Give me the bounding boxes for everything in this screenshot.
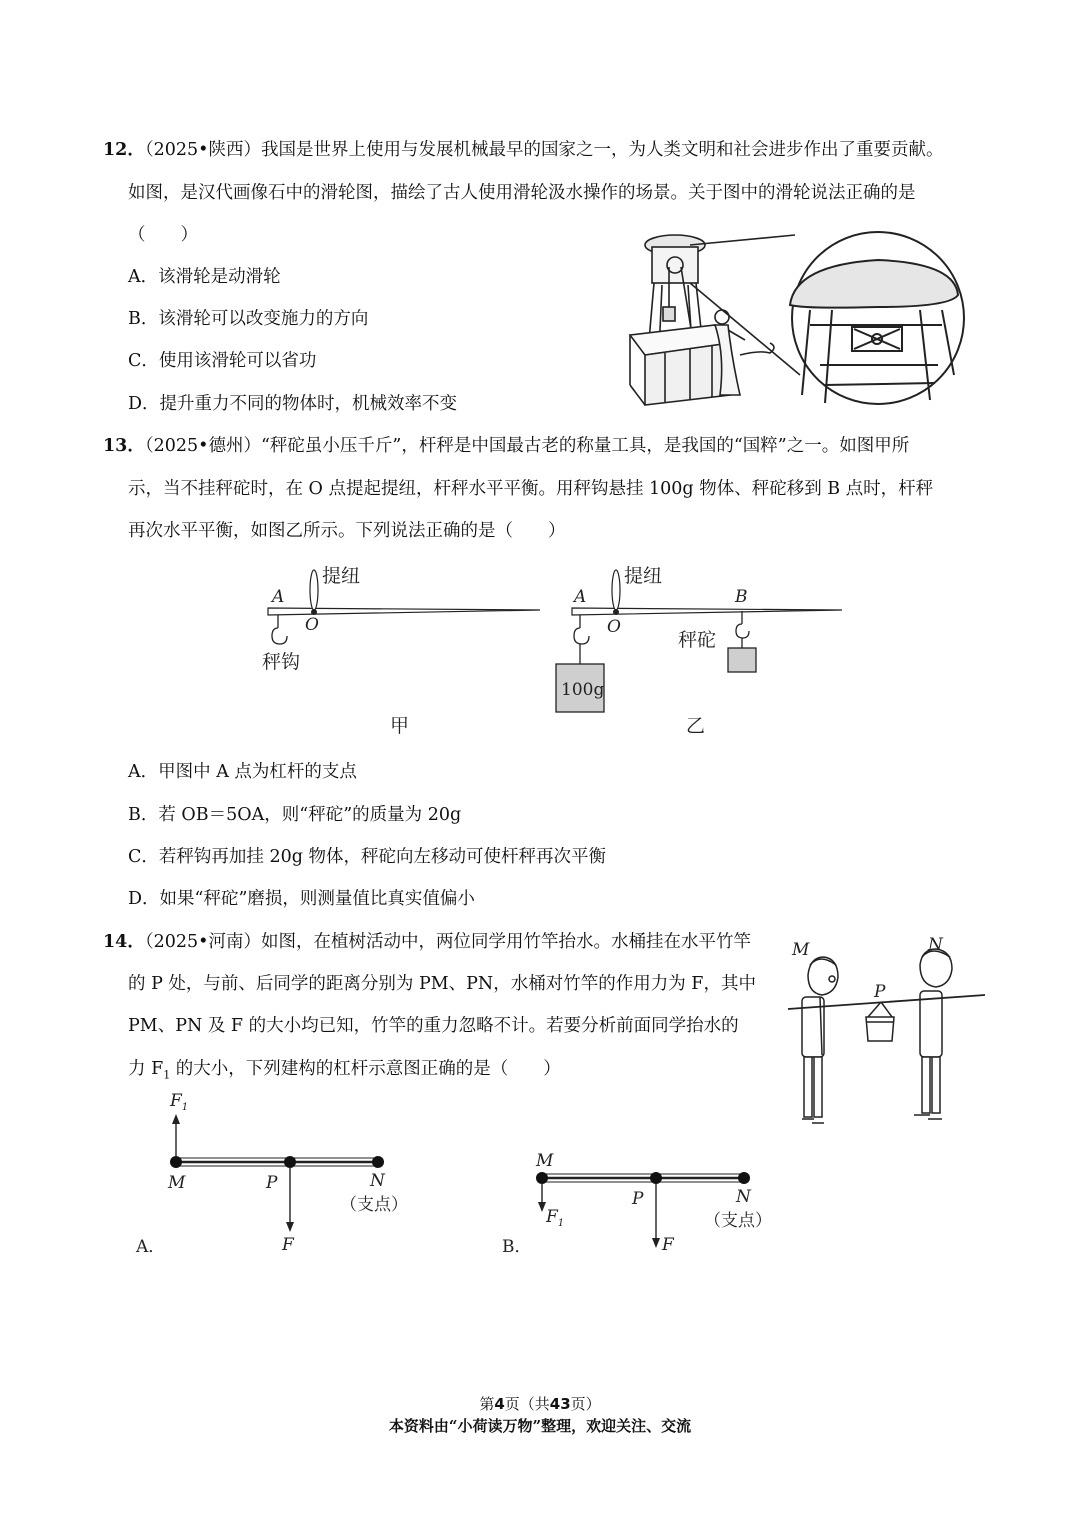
diagram-a-f-label: F (282, 1235, 294, 1255)
yi-caption: 乙 (686, 715, 706, 737)
diagram-a-n-label: N (370, 1171, 385, 1191)
jia-rod (268, 608, 540, 615)
q13-option-a[interactable]: A．甲图中 A 点为杠杆的支点 (128, 762, 357, 782)
student-label-m: M (792, 940, 810, 960)
q14-line3: PM、PN 及 F 的大小均已知，竹竿的重力忽略不计。若要分析前面同学抬水的 (128, 1016, 739, 1036)
yi-tuo-hook (736, 611, 749, 638)
yi-hook (574, 615, 589, 644)
student-label-n: N (928, 935, 943, 955)
q12-answer-paren: （ ） (128, 225, 198, 245)
q12-option-a[interactable]: A．该滑轮是动滑轮 (128, 267, 281, 287)
yi-chengtuo-box (728, 648, 756, 672)
q13-steelyard-figure (250, 560, 850, 745)
diagram-a-point-m (170, 1156, 182, 1168)
jia-label-a: A (272, 587, 285, 607)
q12-stem-1: （2025•陕西）我国是世界上使用与发展机械最早的国家之一，为人类文明和社会进步作出了重要贡献。 (144, 140, 944, 160)
pulley-scene (630, 235, 800, 405)
q13-line2: 示，当不挂秤砣时，在 O 点提起提纽，杆秤水平平衡。用秤钩悬挂 100g 物体、秤砣移到 B 点时，杆秤 (128, 479, 934, 499)
q14-line4 (128, 1057, 561, 1088)
q14-students-figure (780, 935, 990, 1130)
jia-label-o: O (305, 615, 319, 635)
yi-label-o: O (607, 617, 621, 637)
yi-label-a: A (574, 587, 587, 607)
q14-line2: 的 P 处，与前、后同学的距离分别为 PM、PN，水桶对竹竿的作用力为 F，其中 (128, 974, 756, 994)
q14-stem-4b: 的大小，下列建构的杠杆示意图正确的是（ ） (170, 1059, 561, 1079)
pulley-zoom-circle (790, 232, 964, 404)
yi-weight-label: 100g (561, 680, 605, 700)
footer-note: 本资料由“小荷读万物”整理，欢迎关注、交流 (388, 1417, 692, 1435)
diagram-a-fulcrum-label: （支点） (340, 1195, 408, 1215)
yi-tiniu-label: 提纽 (624, 565, 663, 587)
page-number: 第4页（共43页） (479, 1395, 601, 1413)
q13-stem-1: （2025•德州）“秤砣虽小压千斤”，杆秤是中国最古老的称量工具，是我国的“国粹”之一。如图甲所 (144, 436, 910, 456)
diagram-a-point-p (284, 1156, 296, 1168)
diagram-b-p-label: P (632, 1189, 644, 1209)
q14-stem-4a: 力 F (128, 1059, 164, 1079)
yi-chengtuo-label: 秤砣 (678, 629, 717, 651)
diagram-a-p-label: P (266, 1173, 278, 1193)
student-back (914, 949, 952, 1119)
diagram-b-fulcrum-label: （支点） (704, 1211, 772, 1231)
diagram-b-f1-label: $F_1$ (546, 1207, 565, 1229)
q12-number: 12． (103, 140, 145, 160)
q12-option-b[interactable]: B．该滑轮可以改变施力的方向 (128, 309, 369, 329)
q12-pulley-figure (620, 225, 965, 410)
yi-label-b: B (735, 587, 748, 607)
yi-rod (572, 608, 842, 615)
diagram-b-point-m (536, 1172, 548, 1184)
q12-option-c[interactable]: C．使用该滑轮可以省功 (128, 351, 317, 371)
diagram-b-option-letter[interactable]: B． (502, 1237, 532, 1257)
jia-tiniu-label: 提纽 (322, 565, 361, 587)
q13-line3: 再次水平平衡，如图乙所示。下列说法正确的是（ ） (128, 521, 566, 541)
diagram-a-point-n (372, 1156, 384, 1168)
diagram-b-m-label: M (536, 1151, 554, 1171)
bucket-label-p: P (874, 982, 886, 1002)
q13-option-d[interactable]: D．如果“秤砣”磨损，则测量值比真实值偏小 (128, 889, 475, 909)
q14-stem-4-sub: 1 (163, 1068, 171, 1082)
steelyard-jia (262, 565, 540, 737)
q14-diagram-a (130, 1088, 430, 1258)
q14-line1 (103, 930, 751, 954)
q13-line1 (103, 434, 909, 458)
q12-option-d[interactable]: D．提升重力不同的物体时，机械效率不变 (128, 394, 458, 414)
jia-caption: 甲 (390, 715, 410, 737)
diagram-b-point-n (738, 1172, 750, 1184)
q12-line2: 如图，是汉代画像石中的滑轮图，描绘了古人使用滑轮汲水操作的场景。关于图中的滑轮说法正确的是 (128, 183, 916, 203)
diagram-a-m-label: M (168, 1173, 186, 1193)
yi-lifting-cord (612, 570, 620, 610)
student-front (802, 957, 838, 1123)
q13-number: 13． (103, 436, 145, 456)
diagram-b-f-label: F (662, 1235, 674, 1255)
jia-lifting-cord (310, 570, 318, 610)
q13-option-b[interactable]: B．若 OB＝5OA，则“秤砣”的质量为 20g (128, 805, 462, 825)
water-bucket (866, 1002, 894, 1041)
steelyard-yi (556, 565, 842, 737)
yi-point-o (613, 609, 619, 615)
diagram-a-f1-label: $F_1$ (170, 1091, 189, 1113)
diagram-a-option-letter[interactable]: A． (136, 1237, 166, 1257)
q14-stem-1: （2025•河南）如图，在植树活动中，两位同学用竹竿抬水。水桶挂在水平竹竿 (144, 932, 751, 952)
jia-hook (272, 615, 287, 644)
q14-number: 14． (103, 932, 145, 952)
q12-line1 (103, 138, 943, 162)
q14-diagram-b (500, 1088, 800, 1258)
jia-chenggou-label: 秤钩 (262, 651, 301, 673)
diagram-b-point-p (650, 1172, 662, 1184)
q13-option-c[interactable]: C．若秤钩再加挂 20g 物体，秤砣向左移动可使杆秤再次平衡 (128, 847, 606, 867)
diagram-b-n-label: N (736, 1187, 751, 1207)
